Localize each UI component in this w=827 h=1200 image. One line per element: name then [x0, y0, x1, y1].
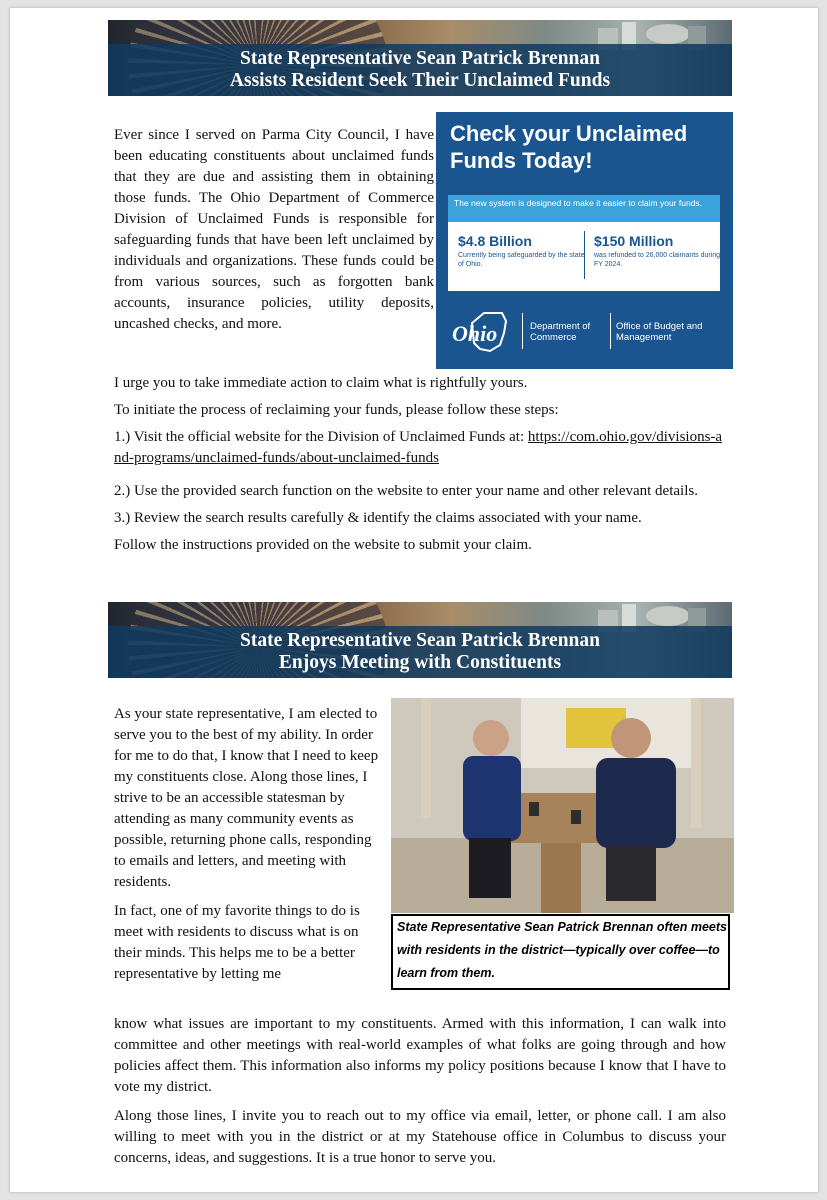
- section1-paragraph-2: I urge you to take immediate action to claim what is rightfully yours.: [114, 375, 528, 391]
- step-1-text: 1.) Visit the official website for the Division of Unclaimed Funds at:: [114, 429, 528, 445]
- infographic-caption: The new system is designed to make it easier to claim your funds.: [448, 195, 720, 222]
- ohio-logo-text: Ohio: [452, 321, 498, 346]
- dept-commerce-label: Department of Commerce: [530, 321, 591, 343]
- infographic-logos: [450, 307, 723, 357]
- section2-title-line1: State Representative Sean Patrick Brennan: [240, 630, 600, 651]
- stat1-description: Currently being safeguarded by the state of Ohio.: [458, 252, 585, 268]
- photo-caption-text: State Representative Sean Patrick Brennan often meets with residents in the district—typically over coffee—to learn from them.: [397, 920, 727, 980]
- section2-banner: [108, 602, 732, 678]
- logo-divider-1: [522, 313, 523, 349]
- stat2-value: $150 Million: [594, 233, 674, 249]
- section1-paragraph-final: Follow the instructions provided on the website to submit your claim.: [114, 537, 532, 553]
- section1-paragraph-1: Ever since I served on Parma City Council, I have been educating constituents about unclaimed funds that they are due and assisting them in obtaining those funds. The Ohio Department of Commerce Division of Unclaimed Funds is responsible for safeguarding funds that have been left unclaimed by individuals and organizations. These funds could be from various sources, such as forgotten bank accounts, insurance policies, utility deposits, uncashed checks, and more.: [114, 127, 434, 332]
- section1-title: [108, 48, 732, 92]
- step-1: [114, 427, 724, 469]
- section2-intro: [114, 704, 384, 985]
- section1-title-line1: State Representative Sean Patrick Brennan: [240, 48, 600, 69]
- stat-divider: [584, 231, 585, 279]
- stat1-value: $4.8 Billion: [458, 233, 532, 249]
- section1-steps: [114, 373, 724, 556]
- infographic-stats-card: [448, 195, 720, 291]
- stat2-description: was refunded to 26,000 claimants during FY 2024.: [594, 252, 721, 268]
- unclaimed-funds-link[interactable]: https://com.ohio.gov/divisions-and-programs/unclaimed-funds/about-unclaimed-funds: [114, 429, 723, 466]
- newsletter-page: [10, 8, 818, 1192]
- logo-divider-2: [610, 313, 611, 349]
- stat-billion: [458, 233, 586, 269]
- infographic-headline: Check your Unclaimed Funds Today!: [450, 121, 688, 173]
- step-2: 2.) Use the provided search function on the website to enter your name and other relevant details.: [114, 483, 698, 499]
- section2-paragraph-2-end: know what issues are important to my constituents. Armed with this information, I can walk into committee and other meetings with real-world examples of what folks are going through and how policies affect them. This information also informs my policy positions because I know that I have to vote my district.: [114, 1016, 726, 1095]
- unclaimed-funds-infographic: [436, 112, 733, 369]
- step-3: 3.) Review the search results carefully & identify the claims associated with your name.: [114, 510, 642, 526]
- section2-title-line2: Enjoys Meeting with Constituents: [278, 652, 562, 673]
- section2-paragraph-1: As your state representative, I am elected to serve you to the best of my ability. In order for me to do that, I know that I need to keep my constituents close. Along those lines, I strive to be an accessible statesman by attending as many community events as possible, returning phone calls, responding to emails and letters, and meeting with residents.: [114, 706, 379, 890]
- meeting-photo-image: [391, 698, 734, 913]
- meeting-photo: [391, 698, 734, 913]
- dept-budget-label: Office of Budget and Management: [616, 321, 703, 343]
- section2-paragraph-2-start: In fact, one of my favorite things to do is meet with residents to discuss what is on their minds. This helps me to be a better representative by letting me: [114, 903, 360, 982]
- photo-caption: [391, 914, 730, 990]
- section1-banner: [108, 20, 732, 96]
- section2-continued: [114, 1014, 726, 1169]
- section2-title: [108, 630, 732, 674]
- section1-intro: [114, 125, 434, 335]
- section2-paragraph-3: Along those lines, I invite you to reach out to my office via email, letter, or phone call. I am also willing to meet with you in the district or at my Statehouse office in Columbus to discuss your concerns, ideas, and suggestions. It is a true honor to serve you.: [114, 1108, 726, 1166]
- section1-title-line2: Assists Resident Seek Their Unclaimed Funds: [229, 70, 611, 91]
- section1-paragraph-3: To initiate the process of reclaiming your funds, please follow these steps:: [114, 402, 559, 418]
- ohio-logo-icon: [450, 309, 514, 353]
- stat-million: [594, 233, 722, 269]
